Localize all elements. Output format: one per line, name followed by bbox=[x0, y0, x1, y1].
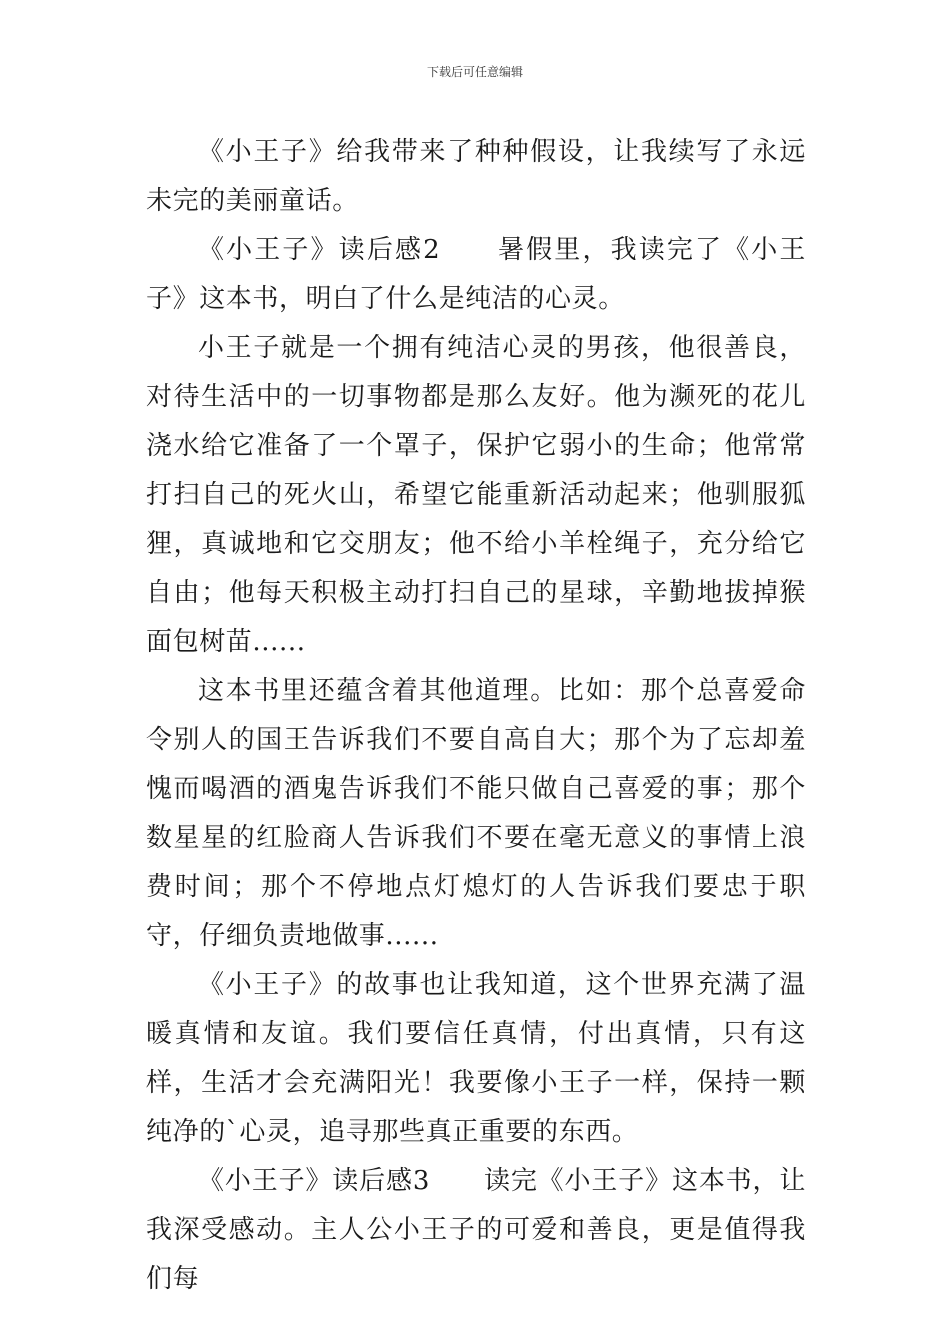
paragraph: 《小王子》读后感3 读完《小王子》这本书，让我深受感动。主人公小王子的可爱和善良，更是值得我们每 bbox=[146, 1166, 806, 1294]
paragraph: 《小王子》读后感2 暑假里，我读完了《小王子》这本书，明白了什么是纯洁的心灵。 bbox=[146, 235, 806, 314]
page-header: 下载后可任意编辑 bbox=[426, 65, 523, 79]
document-body bbox=[146, 128, 806, 1304]
paragraph: 《小王子》的故事也让我知道，这个世界充满了温暖真情和友谊。我们要信任真情，付出真情，只有这样，生活才会充满阳光！我要像小王子一样，保持一颗纯净的`心灵，追寻那些真正重要的东西。 bbox=[146, 970, 806, 1147]
paragraph: 这本书里还蕴含着其他道理。比如：那个总喜爱命令别人的国王告诉我们不要自高自大；那个为了忘却羞愧而喝酒的酒鬼告诉我们不能只做自己喜爱的事；那个数星星的红脸商人告诉我们不要在毫无意义的事情上浪费时间；那个不停地点灯熄灯的人告诉我们要忠于职守，仔细负责地做事...... bbox=[146, 676, 806, 951]
paragraph: 《小王子》给我带来了种种假设，让我续写了永远未完的美丽童话。 bbox=[146, 137, 806, 216]
paragraph: 小王子就是一个拥有纯洁心灵的男孩，他很善良，对待生活中的一切事物都是那么友好。他为濒死的花儿浇水给它准备了一个罩子，保护它弱小的生命；他常常打扫自己的死火山，希望它能重新活动起来；他驯服狐狸，真诚地和它交朋友；他不给小羊栓绳子，充分给它自由；他每天积极主动打扫自己的星球，辛勤地拔掉猴面包树苗...... bbox=[146, 333, 806, 657]
